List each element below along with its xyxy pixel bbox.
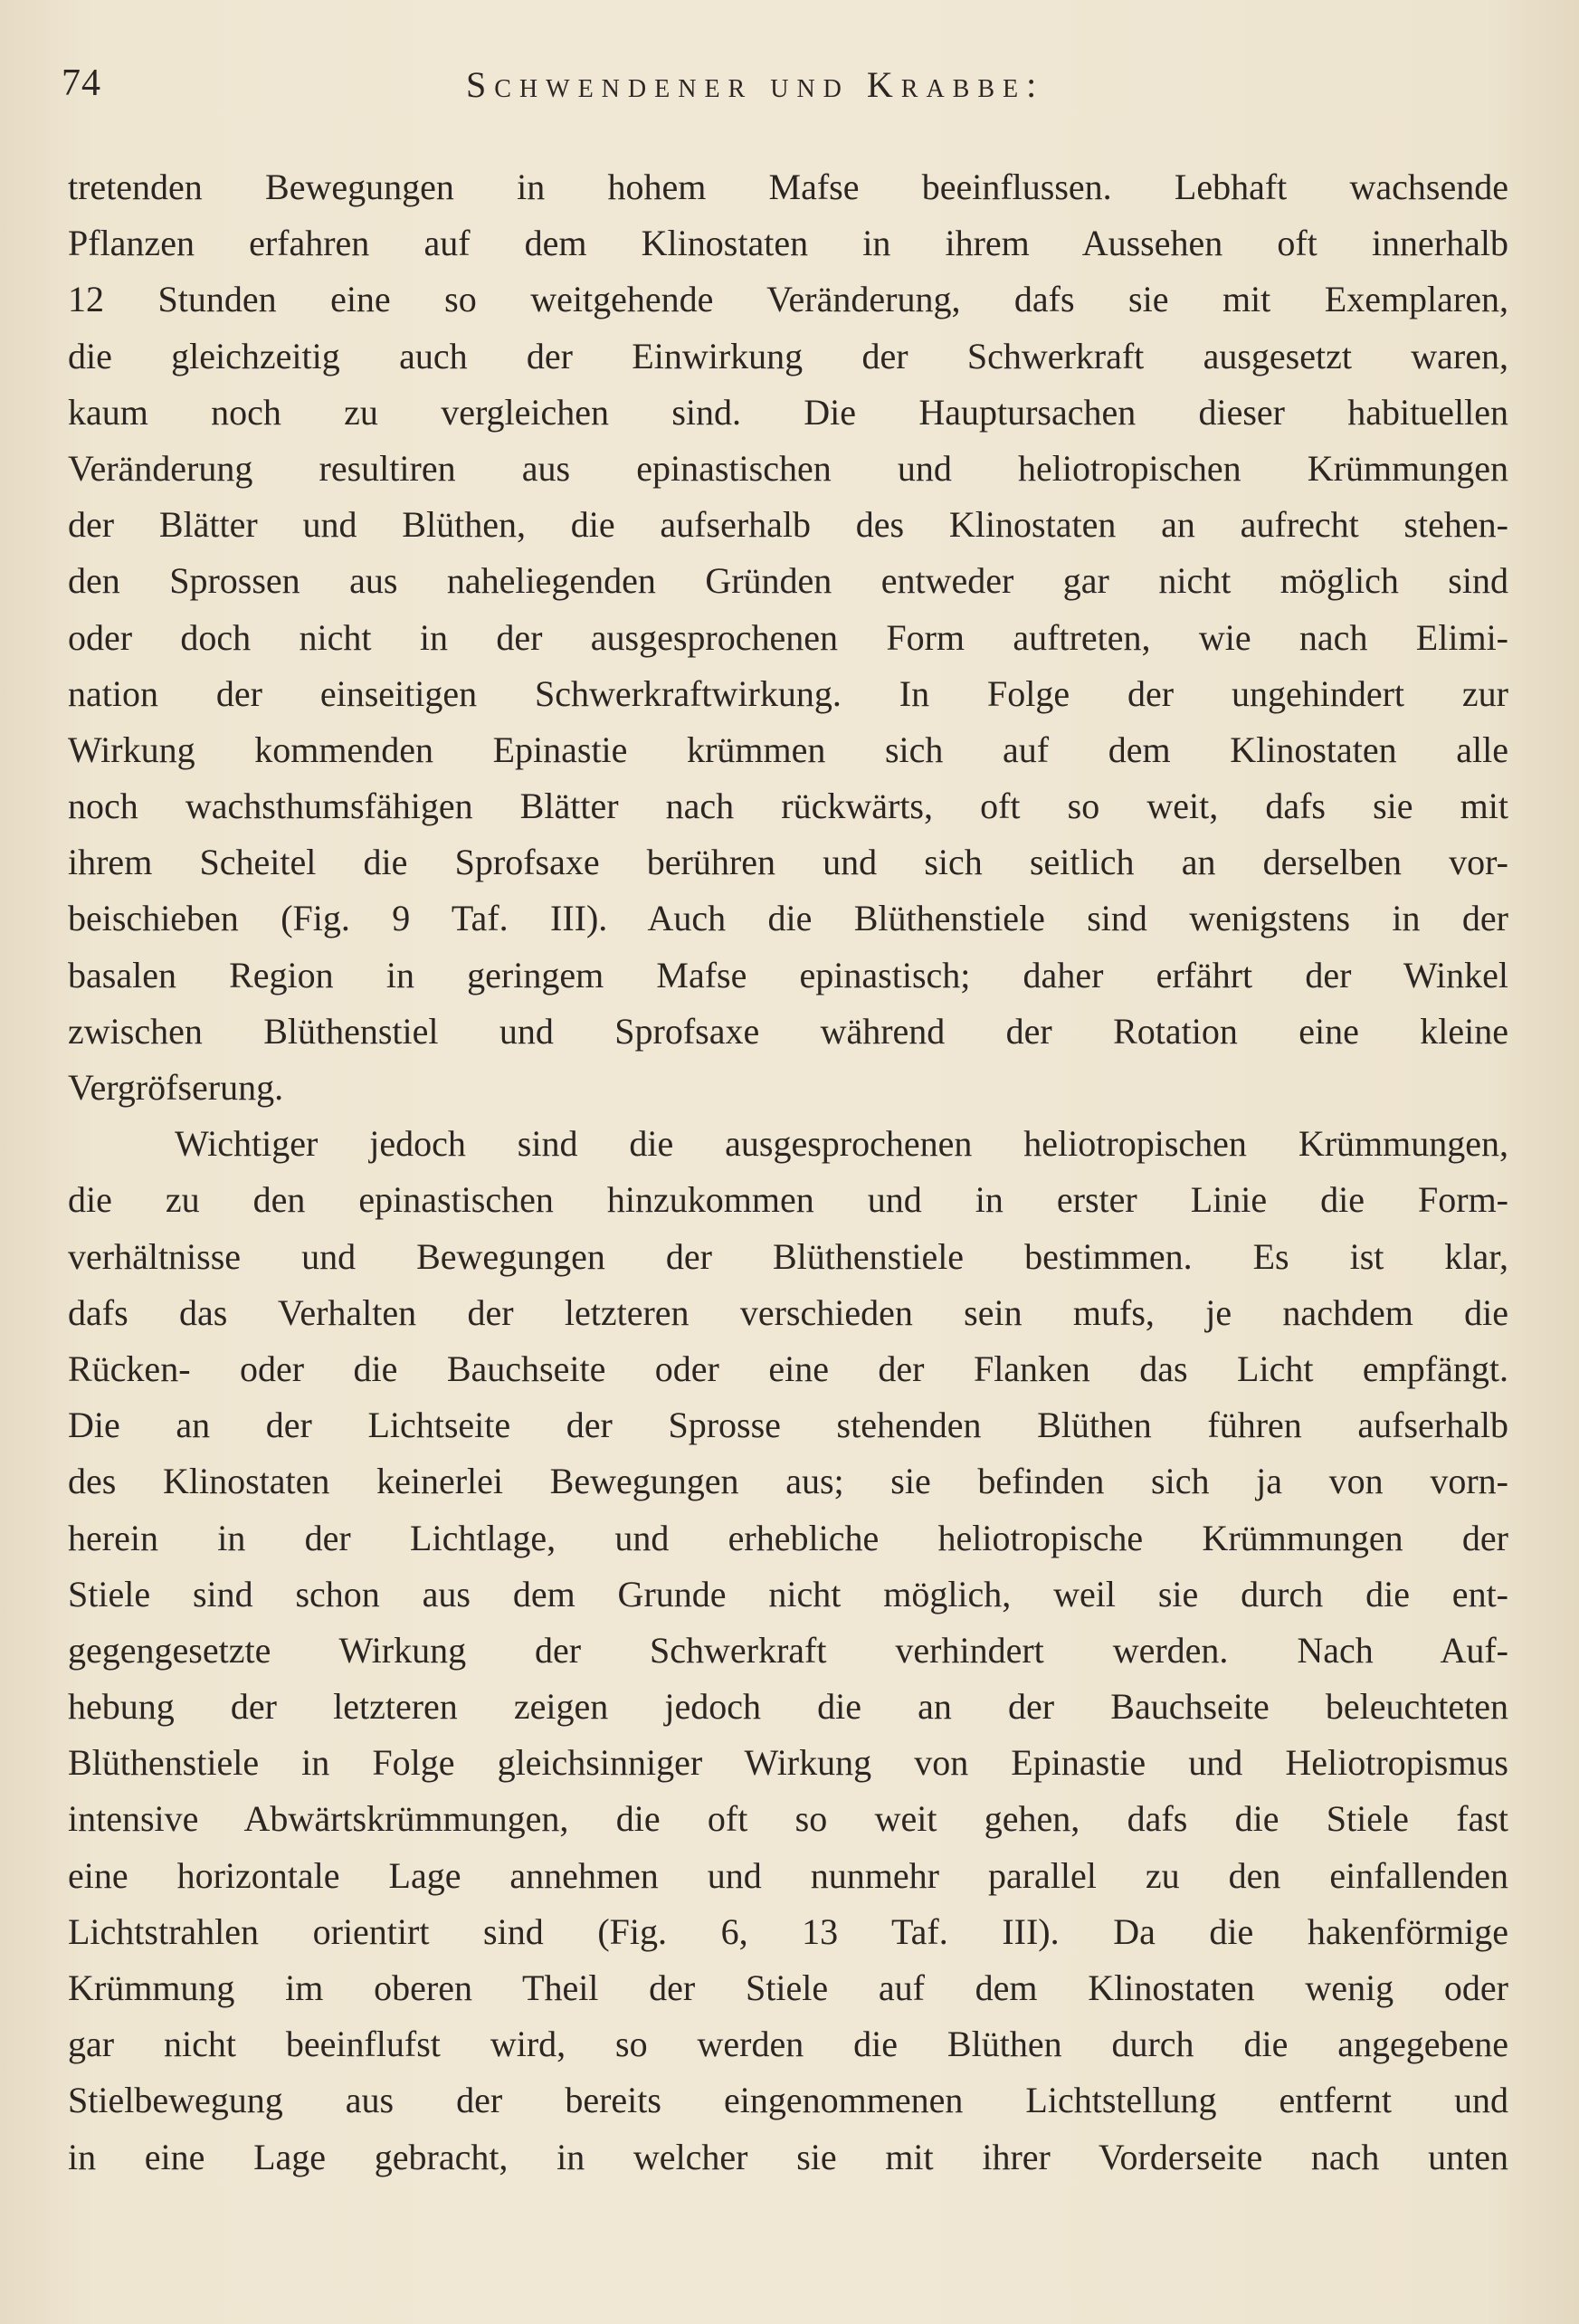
text-line: Krümmung im oberen Theil der Stiele auf dem Klinostaten wenig oder [68,1967,1508,2008]
text-line: Stielbewegung aus der bereits eingenommenen Lichtstellung entfernt und [68,2080,1508,2121]
text-line: der Blätter und Blüthen, die aufserhalb des Klinostaten an aufrecht stehen- [68,504,1508,546]
text-line: verhältnisse und Bewegungen der Blüthenstiele bestimmen. Es ist klar, [68,1235,1508,1277]
text-line: gar nicht beeinflufst wird, so werden die Blüthen durch die angegebene [68,2024,1508,2065]
text-line: in eine Lage gebracht, in welcher sie mit ihrer Vorderseite nach unten [68,2136,1508,2177]
text-line: Die an der Lichtseite der Sprosse stehenden Blüthen führen aufserhalb [68,1405,1508,1446]
text-line: die zu den epinastischen hinzukommen und in erster Linie die Form- [68,1179,1508,1221]
body-text [68,159,1508,2186]
text-line: den Sprossen aus naheliegenden Gründen entweder gar nicht möglich sind [68,560,1508,602]
text-line: gegengesetzte Wirkung der Schwerkraft verhindert werden. Nach Auf- [68,1629,1508,1671]
text-line: Pflanzen erfahren auf dem Klinostaten in ihrem Aussehen oft innerhalb [68,223,1508,264]
text-line: noch wachsthumsfähigen Blätter nach rückwärts, oft so weit, dafs sie mit [68,786,1508,827]
text-line: Veränderung resultiren aus epinastischen und heliotropischen Krümmungen [68,447,1508,489]
text-line: herein in der Lichtlage, und erhebliche heliotropische Krümmungen der [68,1517,1508,1558]
text-line: ihrem Scheitel die Sprofsaxe berühren und sich seitlich an derselben vor- [68,842,1508,883]
text-line: tretenden Bewegungen in hohem Mafse beeinflussen. Lebhaft wachsende [68,167,1508,207]
text-line: Lichtstrahlen orientirt sind (Fig. 6, 13 Taf. III). Da die hakenförmige [68,1910,1508,1952]
text-line: Wirkung kommenden Epinastie krümmen sich auf dem Klinostaten alle [68,729,1508,770]
text-line: Stiele sind schon aus dem Grunde nicht möglich, weil sie durch die ent- [68,1573,1508,1614]
text-line: hebung der letzteren zeigen jedoch die an der Bauchseite beleuchteten [68,1686,1508,1728]
text-line: Wichtiger jedoch sind die ausgesprochenen heliotropischen Krümmungen, [175,1123,1508,1165]
text-line: basalen Region in geringem Mafse epinastisch; daher erfährt der Winkel [68,954,1508,995]
text-line: des Klinostaten keinerlei Bewegungen aus; sie befinden sich ja von vorn- [68,1461,1508,1502]
text-line: Rücken- oder die Bauchseite oder eine der Flanken das Licht empfängt. [68,1348,1508,1389]
page-header [0,62,1579,116]
running-head: Schwendener und Krabbe: [466,64,1045,105]
text-line: dafs das Verhalten der letzteren verschieden sein mufs, je nachdem die [68,1291,1508,1333]
text-line: oder doch nicht in der ausgesprochenen Form auftreten, wie nach Elimi- [68,616,1508,658]
text-line: intensive Abwärtskrümmungen, die oft so weit gehen, dafs die Stiele fast [68,1798,1508,1840]
text-line: Vergröfserung. [68,1067,284,1108]
text-line: eine horizontale Lage annehmen und nunmehr parallel zu den einfallenden [68,1854,1508,1896]
text-line: Blüthenstiele in Folge gleichsinniger Wirkung von Epinastie und Heliotropismus [68,1742,1508,1784]
text-line: kaum noch zu vergleichen sind. Die Hauptursachen dieser habituellen [68,391,1508,433]
text-line: 12 Stunden eine so weitgehende Veränderung, dafs sie mit Exemplaren, [68,279,1508,320]
text-line: nation der einseitigen Schwerkraftwirkung. In Folge der ungehindert zur [68,672,1508,714]
text-line: die gleichzeitig auch der Einwirkung der Schwerkraft ausgesetzt waren, [68,335,1508,376]
text-line: beischieben (Fig. 9 Taf. III). Auch die Blüthenstiele sind wenigstens in der [68,898,1508,939]
page-number: 74 [62,62,101,104]
text-line: zwischen Blüthenstiel und Sprofsaxe während der Rotation eine kleine [68,1010,1508,1052]
